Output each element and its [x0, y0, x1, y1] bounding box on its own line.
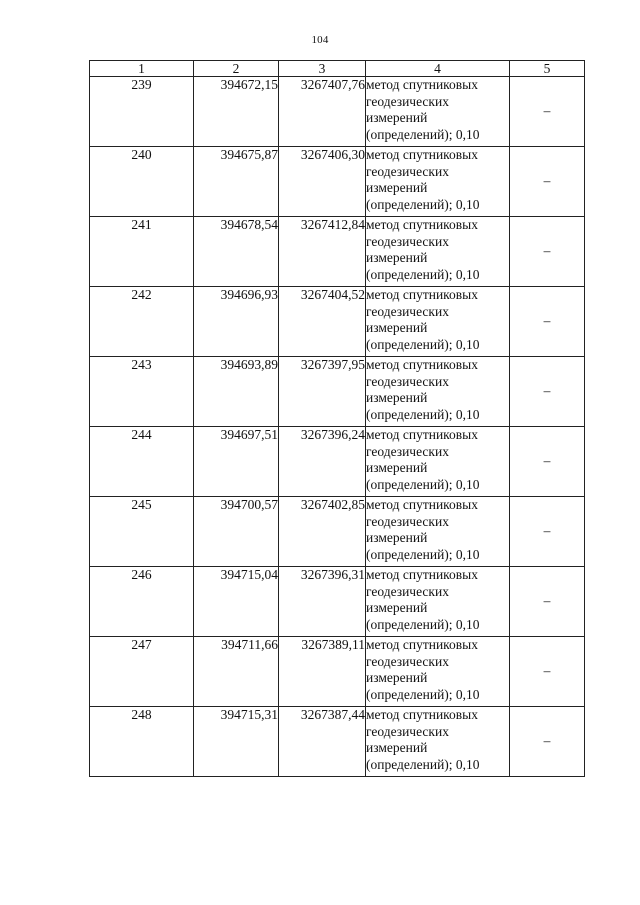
x-coordinate-cell: 394700,57	[194, 497, 279, 567]
method-cell	[366, 567, 510, 637]
method-cell	[366, 707, 510, 777]
y-coordinate-cell: 3267396,31	[279, 567, 366, 637]
method-line: (определений); 0,10	[366, 126, 480, 142]
method-line: (определений); 0,10	[366, 756, 480, 772]
method-line: геодезических	[366, 233, 449, 249]
method-line: (определений); 0,10	[366, 616, 480, 632]
table-row	[90, 497, 585, 567]
method-line: метод спутниковых	[366, 707, 478, 722]
method-line: геодезических	[366, 93, 449, 109]
method-cell	[366, 77, 510, 147]
note-cell: –	[510, 217, 585, 287]
table-row	[90, 637, 585, 707]
y-coordinate-cell: 3267407,76	[279, 77, 366, 147]
x-coordinate-cell: 394715,04	[194, 567, 279, 637]
y-coordinate-cell: 3267404,52	[279, 287, 366, 357]
method-line: измерений	[366, 180, 428, 195]
point-number-cell: 243	[90, 357, 194, 427]
method-line: геодезических	[366, 443, 449, 459]
table-row	[90, 427, 585, 497]
x-coordinate-cell: 394693,89	[194, 357, 279, 427]
x-coordinate-cell: 394711,66	[194, 637, 279, 707]
method-line: (определений); 0,10	[366, 336, 480, 352]
note-cell: –	[510, 357, 585, 427]
method-line: (определений); 0,10	[366, 406, 480, 422]
method-line: метод спутниковых	[366, 637, 478, 652]
point-number-cell: 240	[90, 147, 194, 217]
table-body	[90, 77, 585, 777]
x-coordinate-cell: 394697,51	[194, 427, 279, 497]
table-row	[90, 357, 585, 427]
method-line: метод спутниковых	[366, 567, 478, 582]
y-coordinate-cell: 3267397,95	[279, 357, 366, 427]
method-line: (определений); 0,10	[366, 266, 480, 282]
x-coordinate-cell: 394678,54	[194, 217, 279, 287]
method-line: измерений	[366, 530, 428, 545]
method-line: измерений	[366, 110, 428, 125]
y-coordinate-cell: 3267387,44	[279, 707, 366, 777]
table-row	[90, 287, 585, 357]
method-line: геодезических	[366, 723, 449, 739]
column-header-1: 1	[90, 61, 194, 77]
method-line: геодезических	[366, 583, 449, 599]
method-line: геодезических	[366, 373, 449, 389]
x-coordinate-cell: 394675,87	[194, 147, 279, 217]
table-row	[90, 707, 585, 777]
coordinates-table	[89, 60, 585, 777]
method-cell	[366, 287, 510, 357]
method-line: измерений	[366, 390, 428, 405]
y-coordinate-cell: 3267389,11	[279, 637, 366, 707]
note-cell: –	[510, 707, 585, 777]
method-line: метод спутниковых	[366, 147, 478, 162]
note-cell: –	[510, 637, 585, 707]
point-number-cell: 242	[90, 287, 194, 357]
method-cell	[366, 427, 510, 497]
point-number-cell: 248	[90, 707, 194, 777]
method-line: измерений	[366, 600, 428, 615]
method-line: измерений	[366, 740, 428, 755]
point-number-cell: 239	[90, 77, 194, 147]
table-row	[90, 77, 585, 147]
column-header-2: 2	[194, 61, 279, 77]
method-line: метод спутниковых	[366, 427, 478, 442]
x-coordinate-cell: 394715,31	[194, 707, 279, 777]
method-line: (определений); 0,10	[366, 546, 480, 562]
method-line: геодезических	[366, 653, 449, 669]
y-coordinate-cell: 3267406,30	[279, 147, 366, 217]
method-line: метод спутниковых	[366, 217, 478, 232]
method-line: метод спутниковых	[366, 287, 478, 302]
note-cell: –	[510, 147, 585, 217]
method-cell	[366, 147, 510, 217]
method-line: (определений); 0,10	[366, 686, 480, 702]
table-row	[90, 217, 585, 287]
method-line: геодезических	[366, 513, 449, 529]
method-line: измерений	[366, 670, 428, 685]
method-line: геодезических	[366, 303, 449, 319]
point-number-cell: 244	[90, 427, 194, 497]
method-line: метод спутниковых	[366, 357, 478, 372]
method-line: измерений	[366, 320, 428, 335]
note-cell: –	[510, 427, 585, 497]
table-row	[90, 567, 585, 637]
x-coordinate-cell: 394696,93	[194, 287, 279, 357]
y-coordinate-cell: 3267412,84	[279, 217, 366, 287]
point-number-cell: 246	[90, 567, 194, 637]
y-coordinate-cell: 3267396,24	[279, 427, 366, 497]
method-cell	[366, 357, 510, 427]
method-cell	[366, 637, 510, 707]
note-cell: –	[510, 77, 585, 147]
x-coordinate-cell: 394672,15	[194, 77, 279, 147]
method-line: геодезических	[366, 163, 449, 179]
column-header-4: 4	[366, 61, 510, 77]
table-row	[90, 147, 585, 217]
method-line: (определений); 0,10	[366, 476, 480, 492]
note-cell: –	[510, 497, 585, 567]
method-line: измерений	[366, 460, 428, 475]
method-line: измерений	[366, 250, 428, 265]
point-number-cell: 241	[90, 217, 194, 287]
page-number: 104	[311, 34, 329, 46]
method-line: (определений); 0,10	[366, 196, 480, 212]
method-cell	[366, 497, 510, 567]
point-number-cell: 245	[90, 497, 194, 567]
method-line: метод спутниковых	[366, 497, 478, 512]
y-coordinate-cell: 3267402,85	[279, 497, 366, 567]
point-number-cell: 247	[90, 637, 194, 707]
note-cell: –	[510, 567, 585, 637]
method-cell	[366, 217, 510, 287]
column-header-5: 5	[510, 61, 585, 77]
column-header-3: 3	[279, 61, 366, 77]
note-cell: –	[510, 287, 585, 357]
method-line: метод спутниковых	[366, 77, 478, 92]
table-header-row	[90, 61, 585, 77]
